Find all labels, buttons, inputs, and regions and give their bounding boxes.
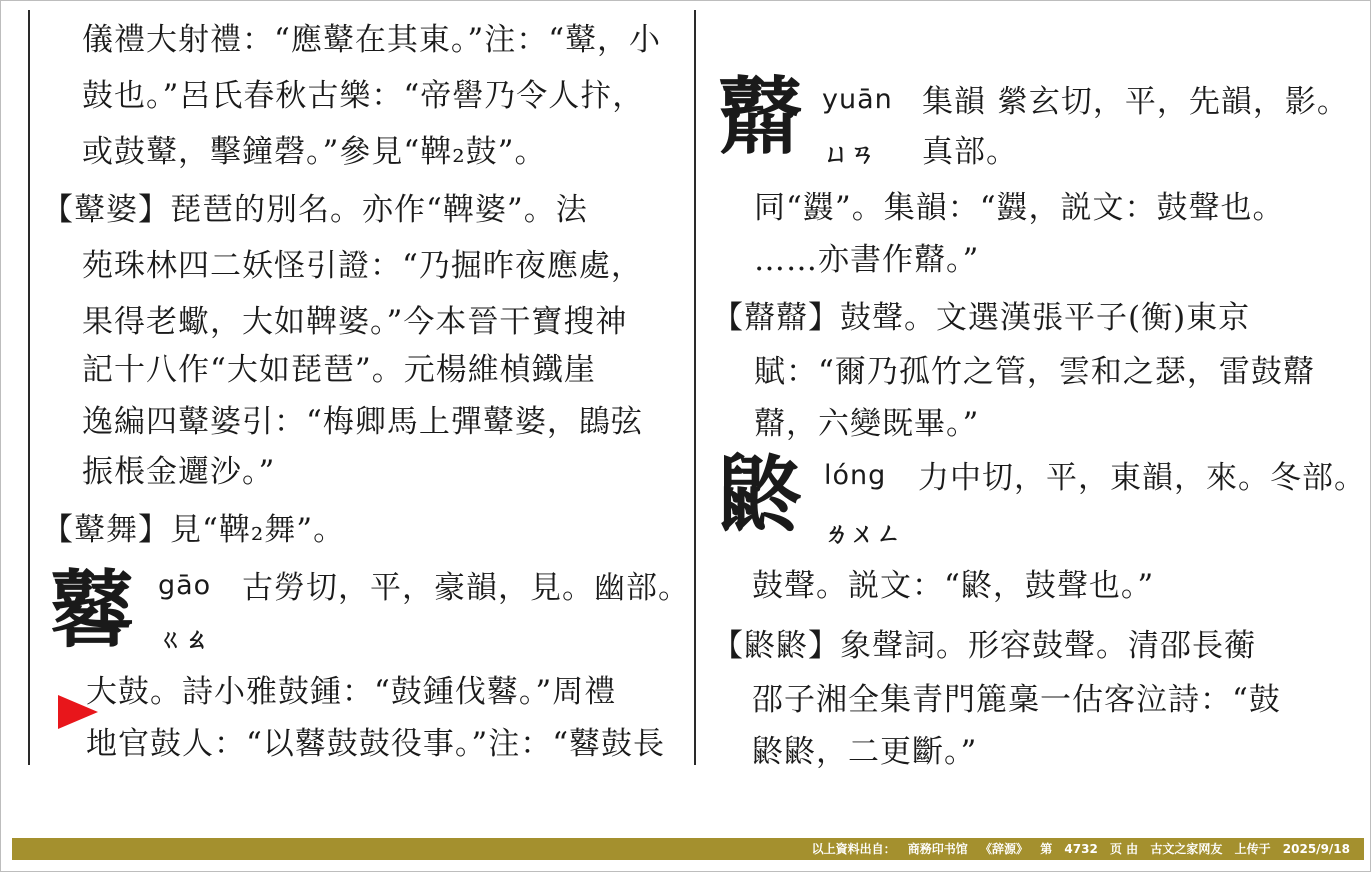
headword-reading: 力中切，平，東韻，來。冬部。 — [918, 460, 1366, 496]
subentry-line: 【鼘鼘】鼓聲。文選漢張平子(衡)東京 — [712, 300, 1251, 336]
text-line: 果得老蠍，大如鞞婆。”今本晉干寶搜神 — [82, 304, 628, 340]
headword-char: 鼛 — [50, 560, 136, 659]
text-line: 地官鼓人：“以鼛鼓鼓役事。”注：“鼛鼓長 — [86, 726, 666, 762]
headword-char: 鼘 — [718, 67, 804, 166]
headword-zhuyin: ㄍㄠ — [158, 625, 211, 654]
footer-date: 2025/9/18 — [1282, 842, 1350, 856]
text-line: 大鼓。詩小雅鼓鍾：“鼓鍾伐鼛。”周禮 — [86, 674, 617, 710]
red-marker-arrow — [58, 695, 98, 729]
source-footer-bar — [12, 838, 1364, 860]
text-line: 同“鼝”。集韻：“鼝，説文：鼓聲也。 — [754, 190, 1285, 226]
footer-uploaded-label: 上传于 — [1234, 842, 1271, 856]
footer-page-suffix: 页 由 — [1110, 842, 1139, 856]
headword-char: 鼨 — [718, 445, 804, 544]
text-line: 鼨鼨，二更斷。” — [752, 734, 978, 770]
text-line: 逸編四鼙婆引：“梅卿馬上彈鼙婆，鵾弦 — [82, 404, 643, 440]
text-line: 記十八作“大如琵琶”。元楊維楨鐵崖 — [82, 352, 596, 388]
footer-publisher: 商務印书馆 — [907, 842, 968, 856]
headword-pinyin: gāo — [158, 570, 212, 601]
text-line: 邵子湘全集青門簏稾一估客泣詩：“鼓 — [752, 682, 1281, 718]
headword-pinyin: yuān — [822, 84, 893, 115]
headword-reading: 古勞切，平，豪韻，見。幽部。 — [242, 570, 690, 606]
left-column-rule — [28, 10, 30, 765]
text-line: 儀禮大射禮：“應鼙在其東。”注：“鼙，小 — [82, 22, 662, 58]
text-line: 鼓也。”呂氏春秋古樂：“帝嚳乃令人抃， — [82, 78, 645, 114]
footer-site-name: 古文之家网友 — [1150, 842, 1223, 856]
subentry-line: 【鼙舞】見“鞞₂舞”。 — [42, 512, 346, 548]
text-line: 或鼓鼙，擊鐘磬。”參見“鞞₂鼓”。 — [82, 134, 547, 170]
text-line: 鼓聲。説文：“鼨，鼓聲也。” — [752, 568, 1155, 604]
subentry-line: 【鼙婆】琵琶的別名。亦作“鞞婆”。法 — [42, 192, 588, 228]
subentry-line: 【鼨鼨】象聲詞。形容鼓聲。清邵長蘅 — [712, 628, 1256, 664]
text-line: 苑珠林四二妖怪引證：“乃掘昨夜應處， — [82, 248, 643, 284]
footer-source-label: 以上資料出自： — [811, 842, 896, 856]
text-line: 振棖金邐沙。” — [82, 454, 276, 490]
text-line: ……亦書作鼘。” — [754, 242, 980, 278]
headword-reading-cont: 真部。 — [922, 134, 1018, 170]
headword-pinyin: lóng — [824, 460, 887, 491]
footer-book-title: 《辞源》 — [980, 842, 1029, 856]
headword-zhuyin: ㄩㄢ — [824, 139, 877, 168]
footer-page-prefix: 第 — [1040, 842, 1053, 856]
text-line: 賦：“爾乃孤竹之管，雲和之瑟，雷鼓鼘 — [754, 354, 1315, 390]
center-column-rule — [694, 10, 696, 765]
text-line: 鼘，六變既畢。” — [754, 406, 980, 442]
headword-reading: 集韻 縈玄切，平，先韻，影。 — [922, 84, 1349, 120]
headword-zhuyin: ㄌㄨㄥ — [824, 519, 903, 548]
footer-page-number: 4732 — [1064, 842, 1098, 856]
